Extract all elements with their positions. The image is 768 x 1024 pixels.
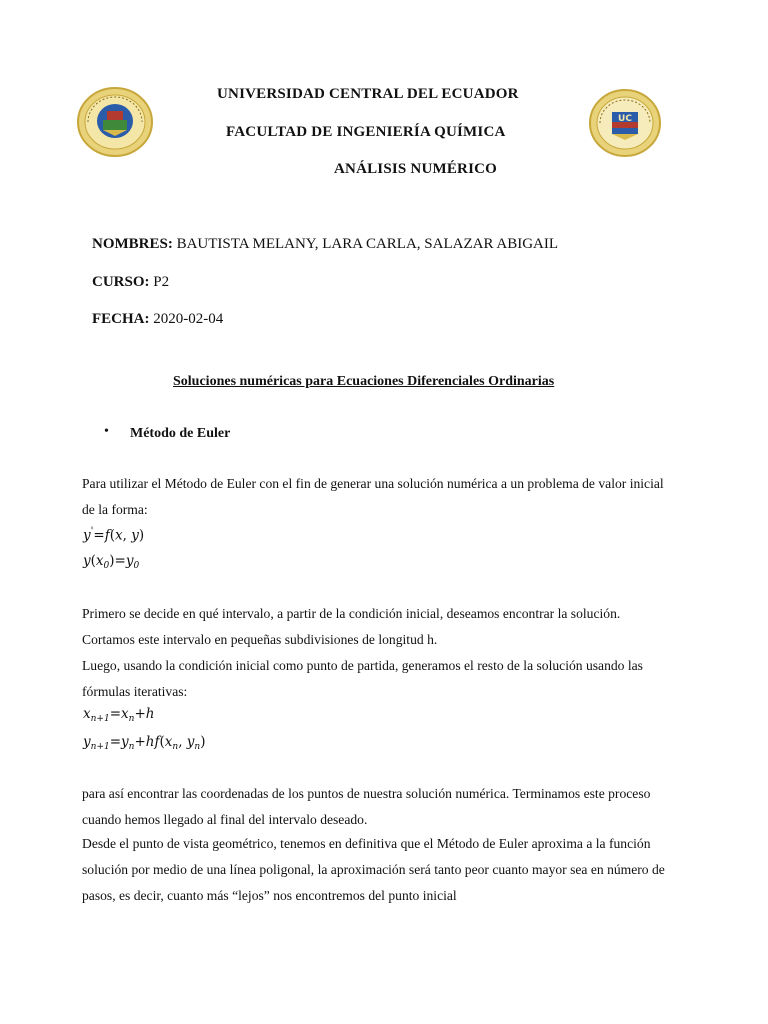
- equation-y-iteration: $y_{n+1}=y_n+hf(x_n$, $y_n$): [83, 734, 206, 752]
- bullet-label: Método de Euler: [130, 426, 231, 441]
- names-value: BAUTISTA MELANY, LARA CARLA, SALAZAR ABIGAIL: [176, 236, 559, 252]
- university-seal-left-logo: [76, 86, 154, 158]
- section-title: Soluciones numéricas para Ecuaciones Diferenciales Ordinarias: [173, 374, 555, 389]
- subject-heading: ANÁLISIS NUMÉRICO: [334, 161, 498, 177]
- date-label: FECHA:: [92, 311, 150, 327]
- paragraph-coordinates: para así encontrar las coordenadas de los puntos de nuestra solución numérica. Terminamos este proceso cuando hemos llegado al final del intervalo deseado.: [82, 786, 651, 827]
- svg-text:UC: UC: [618, 114, 632, 124]
- names-label: NOMBRES:: [92, 236, 173, 252]
- paragraph-intro: Para utilizar el Método de Euler con el fin de generar una solución numérica a un problema de valor inicial de la forma:: [82, 476, 664, 517]
- course-value: P2: [153, 274, 170, 290]
- equation-initial-condition: $y(x_0)=y_0$: [83, 553, 140, 571]
- paragraph-interval: Primero se decide en qué intervalo, a partir de la condición inicial, deseamos encontrar la solución. Cortamos este intervalo en pequeñas subdivisiones de longitud h.: [82, 606, 621, 647]
- equation-x-iteration: $x_{n+1}=x_n+h$: [83, 706, 155, 724]
- course-label: CURSO:: [92, 274, 150, 290]
- names-line: [92, 236, 558, 253]
- university-seal-right-logo: [588, 88, 662, 158]
- equation-ode: y'=f(x, y): [83, 526, 145, 544]
- date-line: [92, 311, 223, 328]
- course-line: [92, 274, 169, 291]
- paragraph-geometric: Desde el punto de vista geométrico, tenemos en definitiva que el Método de Euler aproxima a la función solución por medio de una línea poligonal, la aproximación será tanto peor cuanto mayor sea en número de pasos, es decir, cuanto más “lejos” nos encontremos del punto inicial: [82, 836, 665, 903]
- date-value: 2020-02-04: [153, 311, 224, 327]
- faculty-heading: FACULTAD DE INGENIERÍA QUÍMICA: [226, 124, 506, 140]
- university-heading: UNIVERSIDAD CENTRAL DEL ECUADOR: [217, 86, 519, 102]
- bullet-marker: •: [104, 424, 109, 439]
- paragraph-iterative: Luego, usando la condición inicial como punto de partida, generamos el resto de la solución usando las fórmulas iterativas:: [82, 658, 643, 699]
